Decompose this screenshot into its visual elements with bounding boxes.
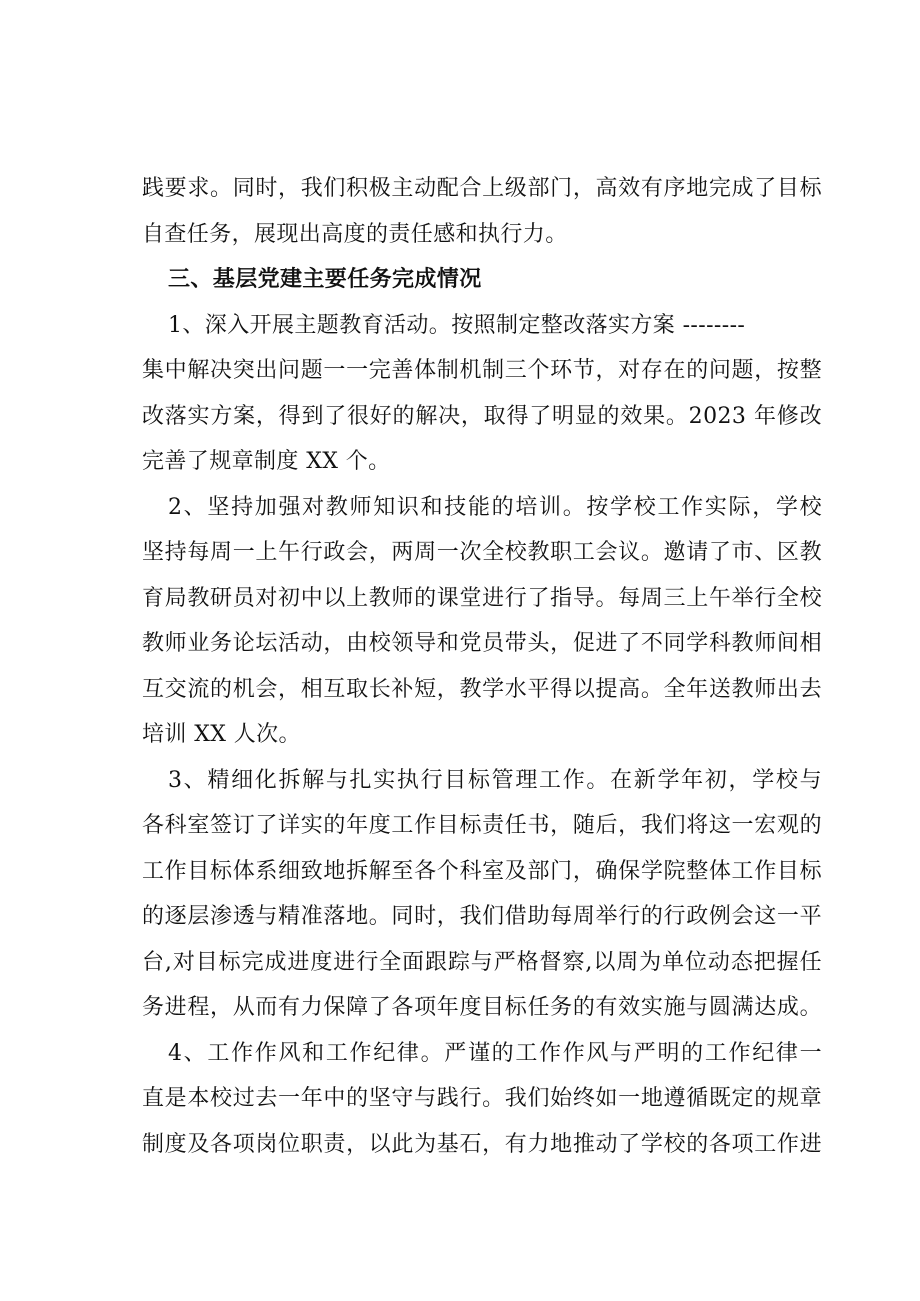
paragraph-1 bbox=[142, 303, 822, 485]
text-line: 坚持每周一上午行政会，两周一次全校教职工会议。邀请了市、区教 bbox=[142, 540, 822, 565]
text-line: 践要求。同时，我们积极主动配合上级部门，高效有序地完成了目标 bbox=[142, 176, 822, 201]
text-line: 互交流的机会，相互取长补短，教学水平得以提高。全年送教师出去 bbox=[142, 676, 822, 702]
text-line: 直是本校过去一年中的坚守与践行。我们始终如一地遵循既定的规章 bbox=[142, 1086, 822, 1111]
document-body bbox=[142, 166, 822, 1167]
text-line: 台,对目标完成进度进行全面跟踪与严格督察,以周为单位动态把握任 bbox=[142, 949, 822, 975]
text-line: 务进程，从而有力保障了各项年度目标任务的有效实施与圆满达成。 bbox=[142, 995, 822, 1020]
text-line: 培训 XX 人次。 bbox=[142, 722, 301, 747]
text-line: 集中解决突出问题一一完善体制机制三个环节，对存在的问题，按整 bbox=[142, 358, 822, 383]
text-line: 的逐层渗透与精准落地。同时，我们借助每周举行的行政例会这一平 bbox=[142, 904, 822, 929]
text-line: 自查任务，展现出高度的责任感和执行力。 bbox=[142, 221, 568, 247]
text-line: 1、深入开展主题教育活动。按照制定整改落实方案 -------- bbox=[168, 312, 746, 338]
paragraph-3 bbox=[142, 758, 822, 1031]
text-line: 4、工作作风和工作纪律。严谨的工作作风与严明的工作纪律一 bbox=[168, 1040, 822, 1066]
text-line: 改落实方案，得到了很好的解决，取得了明显的效果。2023 年修改 bbox=[142, 403, 822, 429]
paragraph-2 bbox=[142, 485, 822, 758]
text-line: 完善了规章制度 XX 个。 bbox=[142, 449, 391, 474]
text-line: 2、坚持加强对教师知识和技能的培训。按学校工作实际，学校 bbox=[168, 494, 822, 520]
text-line: 教师业务论坛活动，由校领导和党员带头，促进了不同学科教师间相 bbox=[142, 631, 822, 656]
intro-paragraph bbox=[142, 166, 822, 257]
text-line: 工作目标体系细致地拆解至各个科室及部门，确保学院整体工作目标 bbox=[142, 858, 822, 884]
text-line: 3、精细化拆解与扎实执行目标管理工作。在新学年初，学校与 bbox=[168, 767, 822, 793]
section-heading: 三、基层党建主要任务完成情况 bbox=[168, 267, 482, 292]
text-line: 育局教研员对初中以上教师的课堂进行了指导。每周三上午举行全校 bbox=[142, 585, 822, 611]
text-line: 制度及各项岗位职责，以此为基石，有力地推动了学校的各项工作进 bbox=[142, 1131, 822, 1157]
paragraph-4 bbox=[142, 1031, 822, 1168]
text-line: 各科室签订了详实的年度工作目标责任书，随后，我们将这一宏观的 bbox=[142, 813, 822, 838]
